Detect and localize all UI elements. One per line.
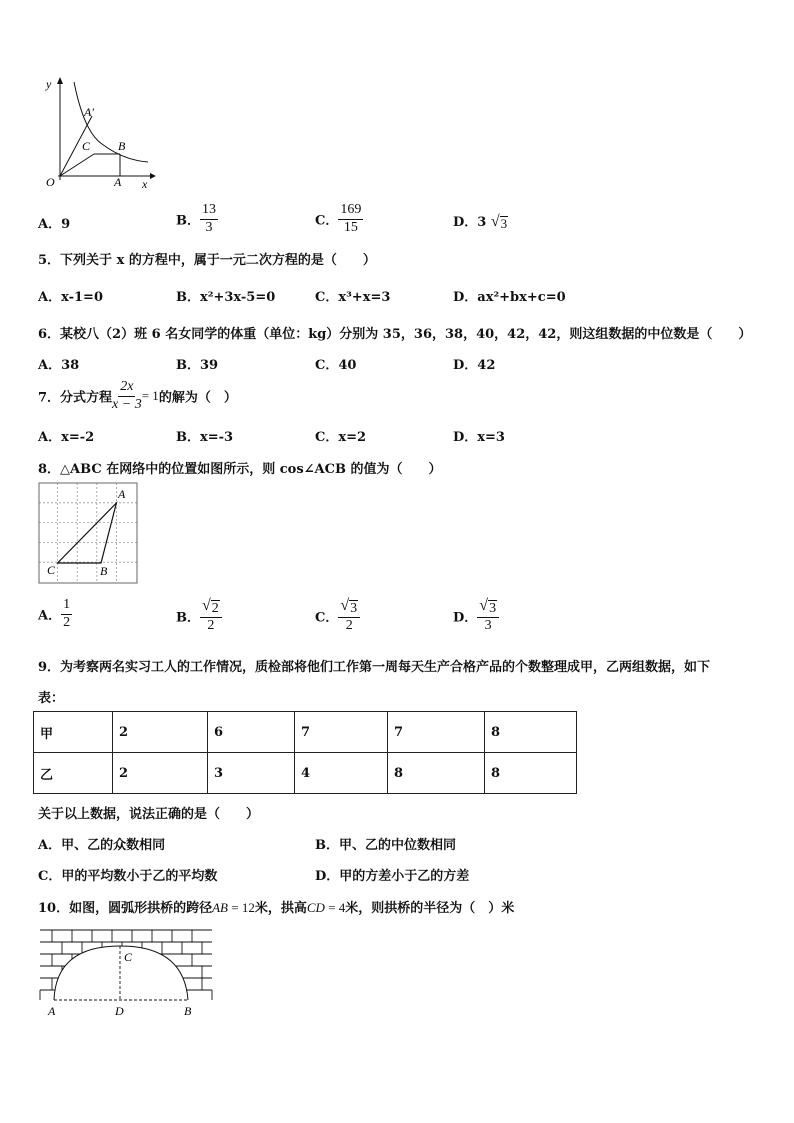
denominator: 15 xyxy=(343,219,358,235)
q8-grid-figure xyxy=(38,482,138,584)
q10-stem xyxy=(38,897,514,916)
q7-prefix: 7．分式方程 xyxy=(38,390,113,406)
option-letter: A． xyxy=(38,290,62,305)
option-letter: A． xyxy=(38,430,62,445)
row-header: 乙 xyxy=(34,753,113,794)
denominator: 2 xyxy=(345,618,353,634)
label-a: A xyxy=(48,1004,56,1018)
fraction xyxy=(338,203,363,235)
q8-option-b[interactable] xyxy=(176,598,222,634)
q10-eq2: = 4 xyxy=(324,900,346,915)
q7-fraction xyxy=(112,380,142,412)
label-a-prime: A′ xyxy=(84,105,94,119)
denominator: 2 xyxy=(63,614,71,630)
option-text: 42 xyxy=(477,358,496,373)
q4-figure xyxy=(38,72,158,194)
q10-part3: 米，则拱桥的半径为（ ）米 xyxy=(345,901,515,916)
q7-option-d[interactable] xyxy=(453,426,505,445)
q4-option-b[interactable] xyxy=(176,203,218,235)
table-cell: 8 xyxy=(388,753,485,794)
q6-option-b[interactable] xyxy=(176,354,218,373)
numerator: √ 2 xyxy=(200,598,222,618)
label-b: B xyxy=(118,139,126,153)
table-cell: 7 xyxy=(295,712,388,753)
table-cell: 7 xyxy=(388,712,485,753)
q5-option-b[interactable] xyxy=(176,286,275,305)
table-cell: 2 xyxy=(113,753,208,794)
option-text: 9 xyxy=(61,217,71,232)
label-o: O xyxy=(46,175,55,189)
option-letter: C． xyxy=(315,430,339,445)
q8-stem: 8．△ABC 在网络中的位置如图所示，则 cos∠ACB 的值为（ ） xyxy=(38,462,442,477)
option-letter: A． xyxy=(38,608,62,624)
option-letter: A． xyxy=(38,217,62,232)
q8-option-d[interactable] xyxy=(453,598,499,634)
x-axis-arrow xyxy=(150,173,156,179)
option-letter: B． xyxy=(315,838,339,853)
option-text: 甲、乙的众数相同 xyxy=(61,838,166,853)
option-letter: D． xyxy=(315,869,340,884)
option-text: x-1=0 xyxy=(61,290,103,305)
option-text: 甲、乙的中位数相同 xyxy=(339,838,457,853)
option-text: x=-2 xyxy=(61,430,95,445)
option-letter: C． xyxy=(315,358,339,373)
q5-option-d[interactable] xyxy=(453,286,566,305)
option-letter: B． xyxy=(176,358,200,373)
option-text: 甲的方差小于乙的方差 xyxy=(339,869,470,884)
option-text: x²+3x-5=0 xyxy=(200,290,276,305)
coefficient: 3 xyxy=(477,215,487,230)
q6-option-d[interactable] xyxy=(453,354,495,373)
q9-option-b[interactable] xyxy=(315,834,456,853)
q5-option-c[interactable] xyxy=(315,286,390,305)
fraction xyxy=(477,598,499,634)
q10-eq1: = 12 xyxy=(227,900,255,915)
q10-bridge-figure xyxy=(38,928,218,1020)
option-letter: D． xyxy=(453,430,478,445)
q9-question: 关于以上数据，说法正确的是（ ） xyxy=(38,807,260,822)
option-text: x=3 xyxy=(477,430,505,445)
q7-equals: = 1 xyxy=(141,388,159,404)
option-text: ax²+bx+c=0 xyxy=(477,290,566,305)
label-a: A xyxy=(118,487,126,501)
option-letter: C． xyxy=(315,290,339,305)
q8-option-a[interactable] xyxy=(38,598,72,630)
q7-option-c[interactable] xyxy=(315,426,366,445)
triangle-abc xyxy=(58,503,117,563)
table-cell: 3 xyxy=(208,753,295,794)
q9-data-table xyxy=(33,711,577,794)
denominator: 3 xyxy=(205,219,213,235)
numerator: √ 3 xyxy=(338,598,360,618)
table-cell: 4 xyxy=(295,753,388,794)
numerator: √ 3 xyxy=(477,598,499,618)
option-letter: B． xyxy=(176,610,200,626)
q4-option-c[interactable] xyxy=(315,203,363,235)
fraction xyxy=(338,598,360,634)
radicand: 3 xyxy=(489,601,497,616)
q7-stem xyxy=(38,380,237,412)
denominator: 3 xyxy=(484,618,492,634)
label-d: D xyxy=(115,1004,124,1018)
row-header: 甲 xyxy=(34,712,113,753)
q9-stem-line2: 表： xyxy=(38,691,65,706)
option-text: x=-3 xyxy=(200,430,234,445)
label-y: y xyxy=(46,77,52,91)
option-letter: B． xyxy=(176,213,200,229)
label-c: C xyxy=(82,139,91,153)
option-text: x=2 xyxy=(338,430,367,445)
q9-option-c[interactable] xyxy=(38,865,217,884)
y-axis-arrow xyxy=(57,77,63,84)
option-text: x³+x=3 xyxy=(338,290,391,305)
q4-option-a[interactable] xyxy=(38,213,70,232)
q8-option-c[interactable] xyxy=(315,598,360,634)
label-b: B xyxy=(184,1004,192,1018)
q9-stem-line1: 9．为考察两名实习工人的工作情况，质检部将他们工作第一周每天生产合格产品的个数整理成甲，乙两组数据，如下 xyxy=(38,660,711,675)
option-letter: B． xyxy=(176,430,200,445)
option-letter: D． xyxy=(453,610,478,626)
option-text: 甲的平均数小于乙的平均数 xyxy=(61,869,218,884)
label-x: x xyxy=(142,177,148,191)
q9-option-d[interactable] xyxy=(315,865,469,884)
radical: √ 3 xyxy=(490,213,508,231)
radicand: 2 xyxy=(211,601,219,616)
denominator: x − 3 xyxy=(112,396,142,412)
table-cell: 8 xyxy=(485,712,577,753)
table-cell: 2 xyxy=(113,712,208,753)
option-letter: D． xyxy=(453,290,478,305)
q5-option-a[interactable] xyxy=(38,286,103,305)
q10-ab: AB xyxy=(212,900,228,915)
numerator: 1 xyxy=(61,598,72,615)
q6-option-c[interactable] xyxy=(315,354,356,373)
fraction xyxy=(61,598,72,630)
option-text: 39 xyxy=(200,358,219,373)
numerator: 2x xyxy=(118,380,135,397)
label-c: C xyxy=(124,950,133,964)
q6-option-a[interactable] xyxy=(38,354,79,373)
radicand: 3 xyxy=(500,216,508,231)
option-letter: B． xyxy=(176,290,200,305)
radicand: 3 xyxy=(350,601,358,616)
table-row xyxy=(34,712,577,753)
option-letter: C． xyxy=(38,869,62,884)
q7-option-b[interactable] xyxy=(176,426,233,445)
option-text: 38 xyxy=(61,358,80,373)
option-letter: C． xyxy=(315,213,339,229)
q4-option-d[interactable] xyxy=(453,211,508,231)
q7-option-a[interactable] xyxy=(38,426,94,445)
q6-stem: 6．某校八（2）班 6 名女同学的体重（单位：kg）分别为 35，36，38，40，42，42，则这组数据的中位数是（ ） xyxy=(38,327,752,342)
label-b: B xyxy=(100,564,108,578)
option-text: 40 xyxy=(338,358,357,373)
table-cell: 8 xyxy=(485,753,577,794)
option-letter: D． xyxy=(453,358,478,373)
table-cell: 6 xyxy=(208,712,295,753)
numerator: 13 xyxy=(200,203,218,220)
numerator: 169 xyxy=(338,203,363,220)
option-letter: C． xyxy=(315,610,339,626)
q10-cd: CD xyxy=(306,900,325,915)
q5-stem: 5．下列关于 x 的方程中，属于一元二次方程的是（ ） xyxy=(38,253,376,268)
q10-part1: 10．如图，圆弧形拱桥的跨径 xyxy=(38,901,213,916)
denominator: 2 xyxy=(207,618,215,634)
option-letter: D． xyxy=(453,215,478,230)
label-a: A xyxy=(114,175,122,189)
table-row xyxy=(34,753,577,794)
label-c: C xyxy=(47,563,56,577)
option-letter: A． xyxy=(38,358,62,373)
q7-suffix: 的解为（ ） xyxy=(158,390,237,406)
q9-option-a[interactable] xyxy=(38,834,165,853)
option-letter: A． xyxy=(38,838,62,853)
segment-oc xyxy=(60,154,94,176)
fraction xyxy=(200,203,218,235)
fraction xyxy=(200,598,222,634)
q10-part2: 米，拱高 xyxy=(254,901,307,916)
